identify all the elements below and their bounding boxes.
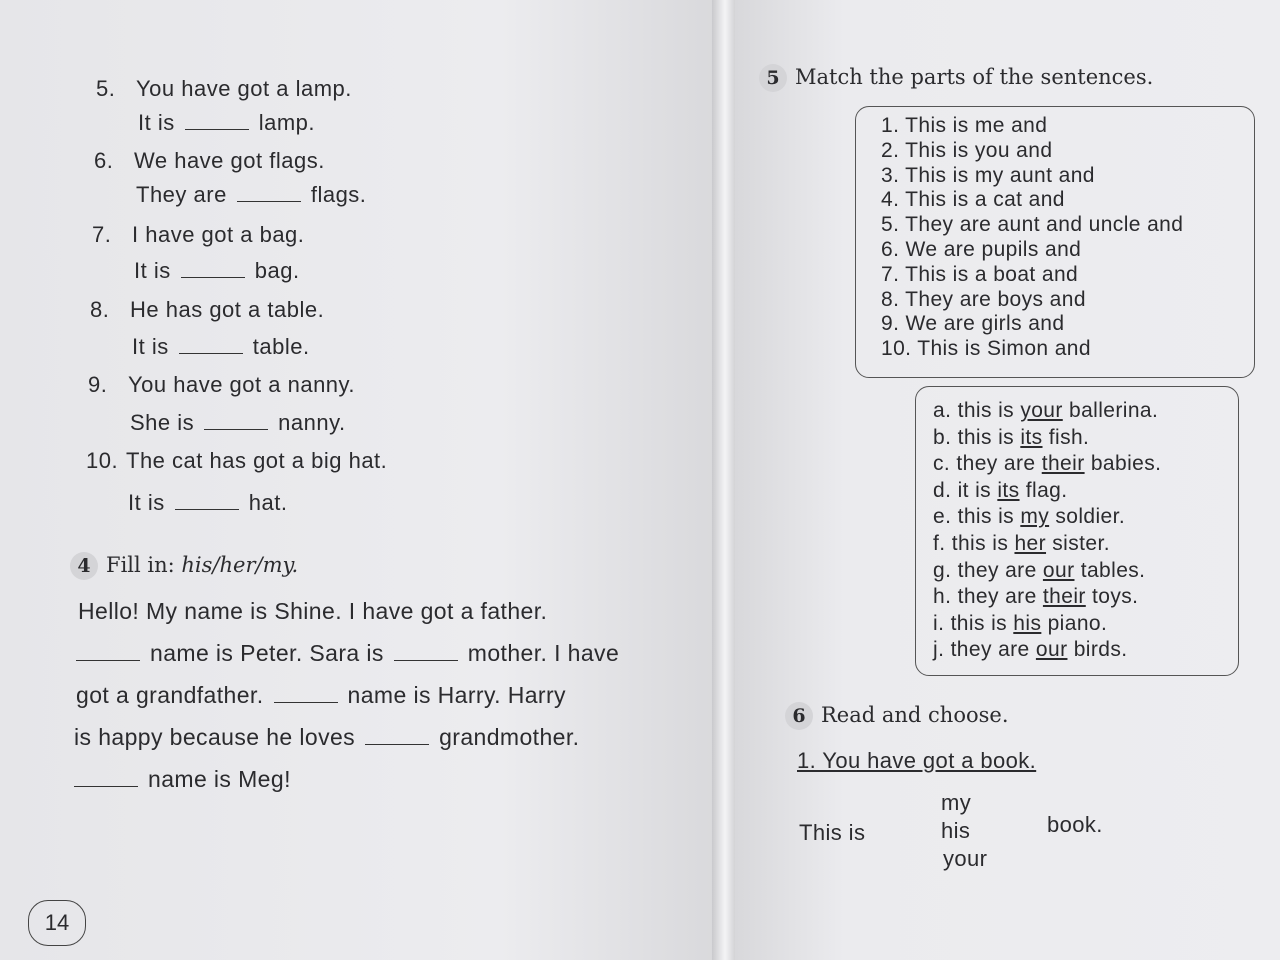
ex4-line-5: name is Meg! <box>74 766 291 793</box>
option-my[interactable]: my <box>941 790 972 815</box>
ex6-end: book. <box>1047 812 1103 837</box>
list-item: f. this is her sister. <box>933 531 1110 555</box>
ex6-stem: This is <box>799 820 866 845</box>
answer-blank[interactable] <box>237 200 301 202</box>
list-item: 4. This is a cat and <box>881 188 1065 212</box>
answer-blank[interactable] <box>179 352 243 354</box>
page-number: 14 <box>28 900 86 946</box>
answer-blank[interactable] <box>274 701 338 703</box>
list-item: c. they are their babies. <box>933 452 1162 476</box>
ex6-number: 6 <box>785 702 813 730</box>
ex4-line-3: got a grandfather. name is Harry. Harry <box>76 682 566 708</box>
ex3-item-8-line1: 8. He has got a table. <box>90 297 325 322</box>
list-item: j. they are our birds. <box>933 638 1128 662</box>
ex3-item-7-line2: It is bag. <box>134 258 300 283</box>
list-item: a. this is your ballerina. <box>933 399 1159 422</box>
ex3-item-9-line1: 9. You have got a nanny. <box>88 372 356 397</box>
answer-blank[interactable] <box>204 428 268 430</box>
ex6-title: 6 Read and choose. <box>785 702 1009 730</box>
answer-blank[interactable] <box>175 508 239 510</box>
ex4-title: 4 Fill in: his/her/my. <box>70 552 298 580</box>
answer-blank[interactable] <box>365 743 429 745</box>
list-item: 9. We are girls and <box>881 312 1065 336</box>
list-item: 7. This is a boat and <box>881 262 1079 286</box>
ex3-item-10-line1: 10. The cat has got a big hat. <box>86 448 388 473</box>
list-item: h. they are their toys. <box>933 585 1139 609</box>
ex4-line-1: Hello! My name is Shine. I have got a father. <box>78 598 548 624</box>
ex3-item-6-line2: They are flags. <box>136 182 367 207</box>
first-parts-list <box>881 114 1183 362</box>
list-item: 5. They are aunt and uncle and <box>881 213 1184 237</box>
list-item: 6. We are pupils and <box>881 237 1082 261</box>
list-item: 2. This is you and <box>881 138 1053 162</box>
list-item: d. it is its flag. <box>933 478 1068 502</box>
ex3-item-7-line1: 7. I have got a bag. <box>92 222 305 247</box>
list-item: b. this is its fish. <box>933 425 1090 449</box>
ex6-item-1: 1. You have got a book. <box>797 748 1037 773</box>
answer-blank[interactable] <box>74 785 138 787</box>
ex5-title: 5 Match the parts of the sentences. <box>759 64 1153 92</box>
answer-blank[interactable] <box>76 659 140 661</box>
ex4-number: 4 <box>70 552 98 580</box>
ex4-line-2: name is Peter. Sara is mother. I have <box>76 640 619 667</box>
list-item: g. they are our tables. <box>933 558 1146 582</box>
ex3-item-6-line1: 6. We have got flags. <box>94 148 325 173</box>
ex3-item-5-line2: It is lamp. <box>138 110 316 135</box>
list-item: e. this is my soldier. <box>933 505 1126 529</box>
ex5-number: 5 <box>759 64 787 92</box>
second-parts-list <box>933 398 1161 664</box>
ex3-item-8-line2: It is table. <box>132 334 310 359</box>
ex3-item-10-line2: It is hat. <box>128 490 288 515</box>
answer-blank[interactable] <box>181 276 245 278</box>
option-his[interactable]: his <box>941 818 971 843</box>
answer-blank[interactable] <box>185 128 249 130</box>
list-item: 1. This is me and <box>881 114 1048 137</box>
list-item: 8. They are boys and <box>881 287 1086 311</box>
list-item: 10. This is Simon and <box>881 337 1091 361</box>
list-item: 3. This is my aunt and <box>881 163 1095 187</box>
ex3-item-5-line1: 5. You have got a lamp. <box>96 76 352 101</box>
ex4-line-4: is happy because he loves grandmother. <box>74 724 580 750</box>
option-your[interactable]: your <box>943 846 988 871</box>
right-page <box>735 0 1280 960</box>
list-item: i. this is his piano. <box>933 611 1108 635</box>
answer-blank[interactable] <box>394 659 458 661</box>
ex3-item-9-line2: She is nanny. <box>130 410 346 435</box>
